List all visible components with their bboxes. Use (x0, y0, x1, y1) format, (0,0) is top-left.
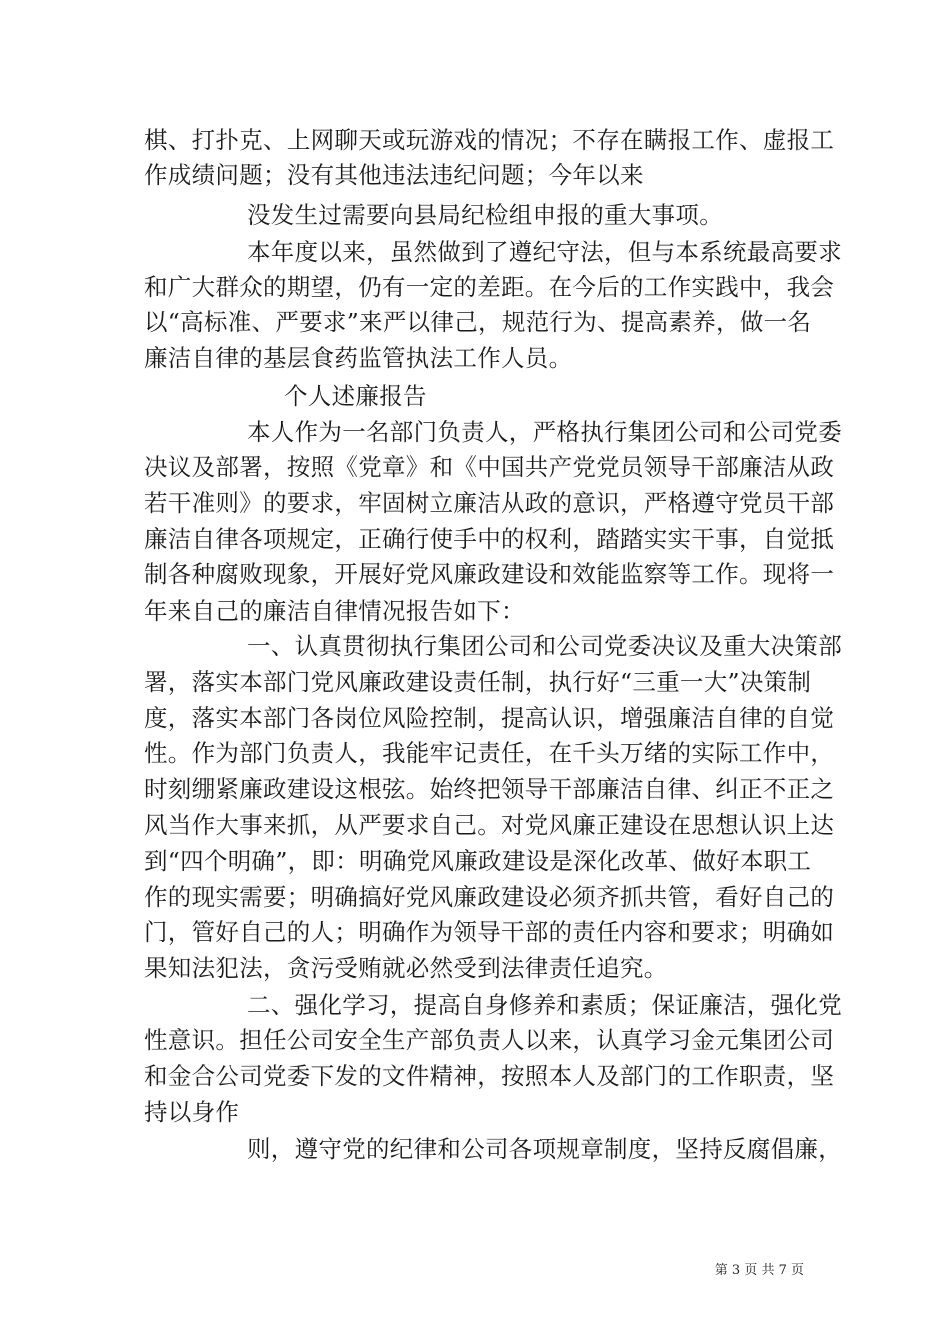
page-footer: 第 3 页 共 7 页 (714, 1263, 804, 1278)
text-line: 性。作为部门负责人，我能牢记责任，在千头万绪的实际工作中， (144, 739, 835, 767)
text-line: 门，管好自己的人；明确作为领导干部的责任内容和要求；明确如 (144, 918, 835, 946)
text-line: 以“高标准、严要求”来严以律己，规范行为、提高素养，做一名 (144, 308, 812, 336)
text-line: 没发生过需要向县局纪检组申报的重大事项。 (247, 201, 723, 229)
text-line: 廉洁自律各项规定，正确行使手中的权利，踏踏实实干事，自觉抵 (144, 525, 835, 553)
text-line: 持以身作 (144, 1098, 240, 1126)
text-line: 度，落实本部门各岗位风险控制，提高认识，增强廉洁自律的自觉 (144, 704, 835, 732)
text-line: 则，遵守党的纪律和公司各项规章制度，坚持反腐倡廉， (247, 1135, 842, 1163)
text-line: 年来自己的廉洁自律情况报告如下： (144, 597, 525, 625)
text-line: 棋、打扑克、上网聊天或玩游戏的情况；不存在瞒报工作、虚报工 (144, 126, 835, 154)
text-line: 署，落实本部门党风廉政建设责任制，执行好“三重一大”决策制 (144, 668, 812, 696)
text-line: 一、认真贯彻执行集团公司和公司党委决议及重大决策部 (247, 632, 842, 660)
text-line: 和金合公司党委下发的文件精神，按照本人及部门的工作职责，坚 (144, 1062, 835, 1090)
text-line: 本人作为一名部门负责人，严格执行集团公司和公司党委 (247, 418, 842, 446)
text-line: 制各种腐败现象，开展好党风廉政建设和效能监察等工作。现将一 (144, 560, 835, 588)
text-line: 二、强化学习，提高自身修养和素质；保证廉洁，强化党 (247, 991, 842, 1019)
text-line: 到“四个明确”，即：明确党风廉政建设是深化改革、做好本职工 (144, 847, 812, 875)
text-line: 廉洁自律的基层食药监管执法工作人员。 (144, 344, 573, 372)
text-line: 若干准则》的要求，牢固树立廉洁从政的意识，严格遵守党员干部 (144, 489, 835, 517)
text-line: 作成绩问题；没有其他违法违纪问题；今年以来 (144, 161, 644, 189)
text-line: 性意识。担任公司安全生产部负责人以来，认真学习金元集团公司 (144, 1026, 835, 1054)
text-line: 作的现实需要；明确搞好党风廉政建设必须齐抓共管，看好自己的 (144, 883, 835, 911)
text-line: 本年度以来，虽然做到了遵纪守法，但与本系统最高要求 (247, 238, 842, 266)
section-title: 个人述廉报告 (284, 382, 427, 410)
text-line: 决议及部署，按照《党章》和《中国共产党党员领导干部廉洁从政 (144, 453, 835, 481)
text-line: 和广大群众的期望，仍有一定的差距。在今后的工作实践中，我会 (144, 273, 835, 301)
text-line: 时刻绷紧廉政建设这根弦。始终把领导干部廉洁自律、纠正不正之 (144, 775, 835, 803)
text-line: 果知法犯法，贪污受贿就必然受到法律责任追究。 (144, 954, 668, 982)
text-line: 风当作大事来抓，从严要求自己。对党风廉正建设在思想认识上达 (144, 811, 835, 839)
